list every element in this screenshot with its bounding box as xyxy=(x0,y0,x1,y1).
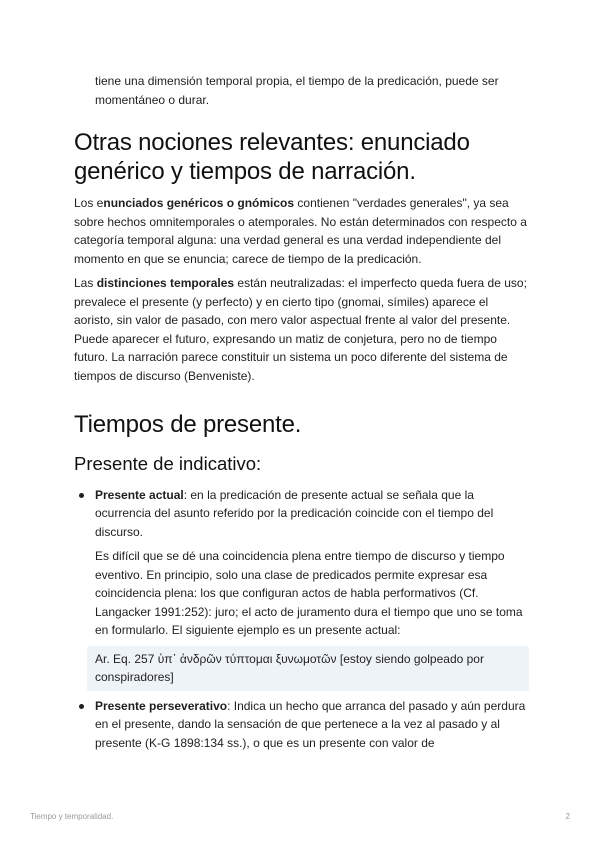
bold-term: nunciados genéricos o gnómicos xyxy=(103,196,295,210)
paragraph-generic-statements xyxy=(74,194,529,268)
subsection-heading-present-indicative: Presente de indicativo: xyxy=(74,452,262,474)
example-quote-text: Ar. Eq. 257 ὑπ᾽ ἀνδρῶν τύπτομαι ξυνωμοτῶν [estoy siendo golpeado por conspiradores] xyxy=(95,651,484,684)
item-text xyxy=(95,697,529,753)
bullet-icon xyxy=(79,493,84,498)
example-quote-block xyxy=(87,646,529,691)
paragraph-text: Los e xyxy=(74,196,104,210)
page-content xyxy=(74,72,529,752)
paragraph-text: están neutralizadas: el imperfecto queda fuera de uso; prevalece el presente (y perfecto) y en cierto tipo (gnomai, símiles) aparece el aoristo, sin valor de pasado, con mero valor aspectual frente al valor del presente. Puede aparecer el futuro, expresando un matiz de conjetura, pero no de tiempo futuro. La narración parece constituir un sistema un poco diferente del sistema de tiempos de discurso (Benveniste). xyxy=(74,276,527,383)
bold-term: Presente actual xyxy=(95,487,184,502)
bullet-icon xyxy=(79,704,84,709)
footer-title: Tiempo y temporalidad. xyxy=(30,812,114,821)
bullet-list xyxy=(74,697,529,753)
section-heading-present-tenses: Tiempos de presente. xyxy=(74,411,302,438)
bold-term: Presente perseverativo xyxy=(95,698,228,713)
bullet-list xyxy=(74,486,529,640)
paragraph-temporal-distinctions xyxy=(74,274,529,385)
paragraph-text: Las xyxy=(74,276,97,290)
item-text xyxy=(95,486,529,542)
bold-term: distinciones temporales xyxy=(96,276,235,290)
list-item xyxy=(74,697,529,753)
paragraph-text: : Indica un hecho que arranca del pasado y aún perdura en el presente, dando la sensación de que pertenece a la vez al pasado y al presente (K-G 1898:134 ss.), o que es un presente con valor de xyxy=(95,698,526,750)
paragraph-text: contienen "verdades generales", ya sea sobre hechos omnitemporales o atemporales. No están determinados con respecto a categoría temporal alguna: una verdad general es una verdad independiente del momento en que se enuncia; carece de tiempo de la predicación. xyxy=(74,196,527,266)
section-heading-other-notions: Otras nociones relevantes: enunciado genérico y tiempos de narración. xyxy=(74,129,470,185)
intro-continuation: tiene una dimensión temporal propia, el tiempo de la predicación, puede ser momentáneo o durar. xyxy=(95,74,499,107)
item-extra-text: Es difícil que se dé una coincidencia plena entre tiempo de discurso y tiempo eventivo. En principio, solo una clase de predicados permite expresar esa coincidencia plena: los que configuran actos de habla performativos (Cf. Langacker 1991:252): juro; el acto de juramento dura el tiempo que uno se toma en formularlo. El siguiente ejemplo es un presente actual: xyxy=(95,549,523,637)
list-item xyxy=(74,486,529,640)
paragraph-text: : en la predicación de presente actual se señala que la ocurrencia del asunto referido por la predicación coincide con el tiempo del discurso. xyxy=(95,487,494,539)
page-number: 2 xyxy=(565,812,570,821)
